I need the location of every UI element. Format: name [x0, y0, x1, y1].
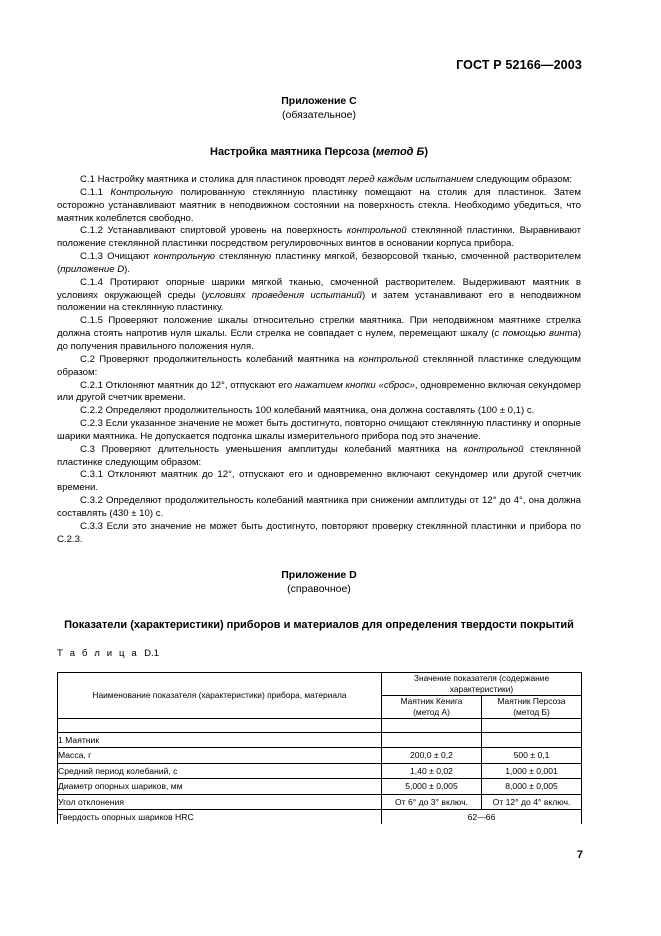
annex-d-kind: (справочное): [287, 583, 351, 595]
annex-c-title-tail: ): [424, 146, 428, 158]
header-indicator-name: Наименование показателя (характеристики) прибора, материала: [58, 673, 382, 719]
annex-c-title-italic: метод Б: [376, 146, 425, 158]
row-value-persoz: От 12° до 4° включ.: [482, 794, 582, 809]
row-label: Масса, г: [58, 748, 382, 763]
header-value-group: Значение показателя (содержание характеристики): [382, 673, 582, 696]
running-head: ГОСТ Р 52166—2003: [456, 58, 582, 72]
table-row: [58, 748, 582, 763]
paragraph-C-1-4: C.1.4 Протирают опорные шарики мягкой тканью, смоченной растворителем. Выдерживают маятник в условиях окружающей среды (условиях проведения испытаний) и затем устанавливают его в неподвижном положении на стеклянную пластинку.: [57, 276, 581, 314]
row-value-koenig: 200,0 ± 0,2: [382, 748, 482, 763]
paragraph-C-1-5: C.1.5 Проверяют положение шкалы относительно стрелки маятника. При неподвижном маятнике стрелка должна стоять напротив нуля шкалы. Если стрелка не совпадает с нулем, перемещают шкалу (с помощью винта) до получения правильного положения нуля.: [57, 315, 582, 352]
paragraph-C-3-1: C.3.1 Отклоняют маятник до 12°, отпускают его и одновременно включают секундомер или другой счетчик времени.: [57, 469, 581, 494]
paragraph-C-1-3: C.1.3 Очищают контрольную стеклянную пластинку мягкой, безворсовой тканью, смоченной растворителем (приложение D).: [57, 251, 581, 275]
row-value-persoz: 500 ± 0,1: [482, 748, 582, 763]
row-value-combined: 62—66: [382, 810, 582, 825]
annex-d-header: [57, 568, 581, 596]
table-row: [58, 763, 582, 778]
header-persoz-line2: (метод Б): [513, 707, 550, 717]
header-koenig-line1: Маятник Кенига: [400, 696, 463, 706]
row-value-koenig: От 6° до 3° включ.: [382, 794, 482, 809]
table-head: [58, 673, 582, 719]
group-row-persoz: [482, 733, 582, 748]
spacer-koenig: [382, 719, 482, 733]
annex-c-paragraphs: [57, 174, 581, 546]
table-caption-word: Т а б л и ц а: [57, 648, 139, 659]
table-row: [58, 810, 582, 825]
paragraph-C-1-1: C.1.1 Контрольную полированную стеклянную пластинку помещают на столик для пластинок. Затем осторожно устанавливают маятник в неподвижном состоянии на поверхность стекла. Необходимо убедиться, что маятник колеблется свободно.: [57, 186, 581, 224]
table-caption: [57, 648, 581, 659]
row-value-koenig: 5,000 ± 0,005: [382, 779, 482, 794]
row-label: Диаметр опорных шариков, мм: [58, 779, 382, 794]
table-body: [58, 719, 582, 825]
annex-c-header: [57, 94, 581, 122]
annex-d-title: Показатели (характеристики) приборов и материалов для определения твердости покрытий: [64, 619, 574, 631]
row-label: Угол отклонения: [58, 794, 382, 809]
paragraph-C-3: C.3 Проверяют длительность уменьшения амплитуды колебаний маятника на контрольной стеклянной пластинке следующим образом:: [57, 443, 581, 468]
paragraph-C-2-3: C.2.3 Если указанное значение не может быть достигнуто, повторно очищают стеклянную пластинку и опорные шарики маятника. Не допускается подгонка шкалы измерительного прибора под это значение.: [57, 418, 581, 442]
annex-c-title: [57, 145, 581, 160]
header-persoz: [482, 696, 582, 719]
paragraph-C-3-3: C.3.3 Если это значение не может быть достигнуто, повторяют проверку стеклянной пластинки и прибора по С.2.3.: [57, 520, 581, 545]
row-label: Твердость опорных шариков HRC: [58, 810, 382, 825]
characteristics-table: [57, 672, 582, 824]
table-row: [58, 779, 582, 794]
paragraph-C-2-2: C.2.2 Определяют продолжительность 100 колебаний маятника, она должна составлять (100 ± 0,1) с.: [80, 405, 535, 417]
spacer-persoz: [482, 719, 582, 733]
annex-c-label: Приложение С: [281, 95, 357, 107]
header-koenig-line2: (метод А): [413, 707, 450, 717]
table-row: [58, 794, 582, 809]
group-title-pendulum: 1 Маятник: [58, 733, 382, 748]
row-label: Средний период колебаний, с: [58, 763, 382, 778]
page-number: 7: [576, 849, 583, 861]
paragraph-C-2-1: C.2.1 Отклоняют маятник до 12°, отпускают его нажатием кнопки «сброс», одновременно включая секундомер или другой счетчик времени.: [57, 379, 581, 404]
paragraph-C-1-2: C.1.2 Устанавливают спиртовой уровень на поверхность контрольной стеклянной пластинки. Выравнивают положение стеклянной пластинки посредством регулировочных винтов в основании корпуса прибора.: [57, 225, 581, 250]
paragraph-C-2: C.2 Проверяют продолжительность колебаний маятника на контрольной стеклянной пластинке следующим образом:: [57, 353, 581, 378]
spacer-label: [58, 719, 382, 733]
annex-d-label: Приложение D: [281, 569, 357, 581]
paragraph-C-1: C.1 Настройку маятника и столика для пластинок проводят перед каждым испытанием следующим образом:: [80, 174, 573, 185]
annex-c-title-plain: Настройка маятника Персоза (: [210, 146, 377, 158]
group-row-koenig: [382, 733, 482, 748]
row-value-persoz: 8,000 ± 0,005: [482, 779, 582, 794]
row-value-persoz: 1,000 ± 0,001: [482, 763, 582, 778]
row-value-koenig: 1,40 ± 0,02: [382, 763, 482, 778]
table-caption-number: D.1: [144, 648, 160, 659]
annex-c-kind: (обязательное): [282, 109, 356, 121]
table-header-row-1: [58, 673, 582, 696]
table-group-row: [58, 733, 582, 748]
header-koenig: [382, 696, 482, 719]
header-persoz-line1: Маятник Персоза: [497, 696, 566, 706]
paragraph-C-3-2: C.3.2 Определяют продолжительность колебаний маятника при снижении амплитуды от 12° до 4°, она должна составлять (430 ± 10) с.: [57, 495, 581, 519]
table-spacer-row: [58, 719, 582, 733]
